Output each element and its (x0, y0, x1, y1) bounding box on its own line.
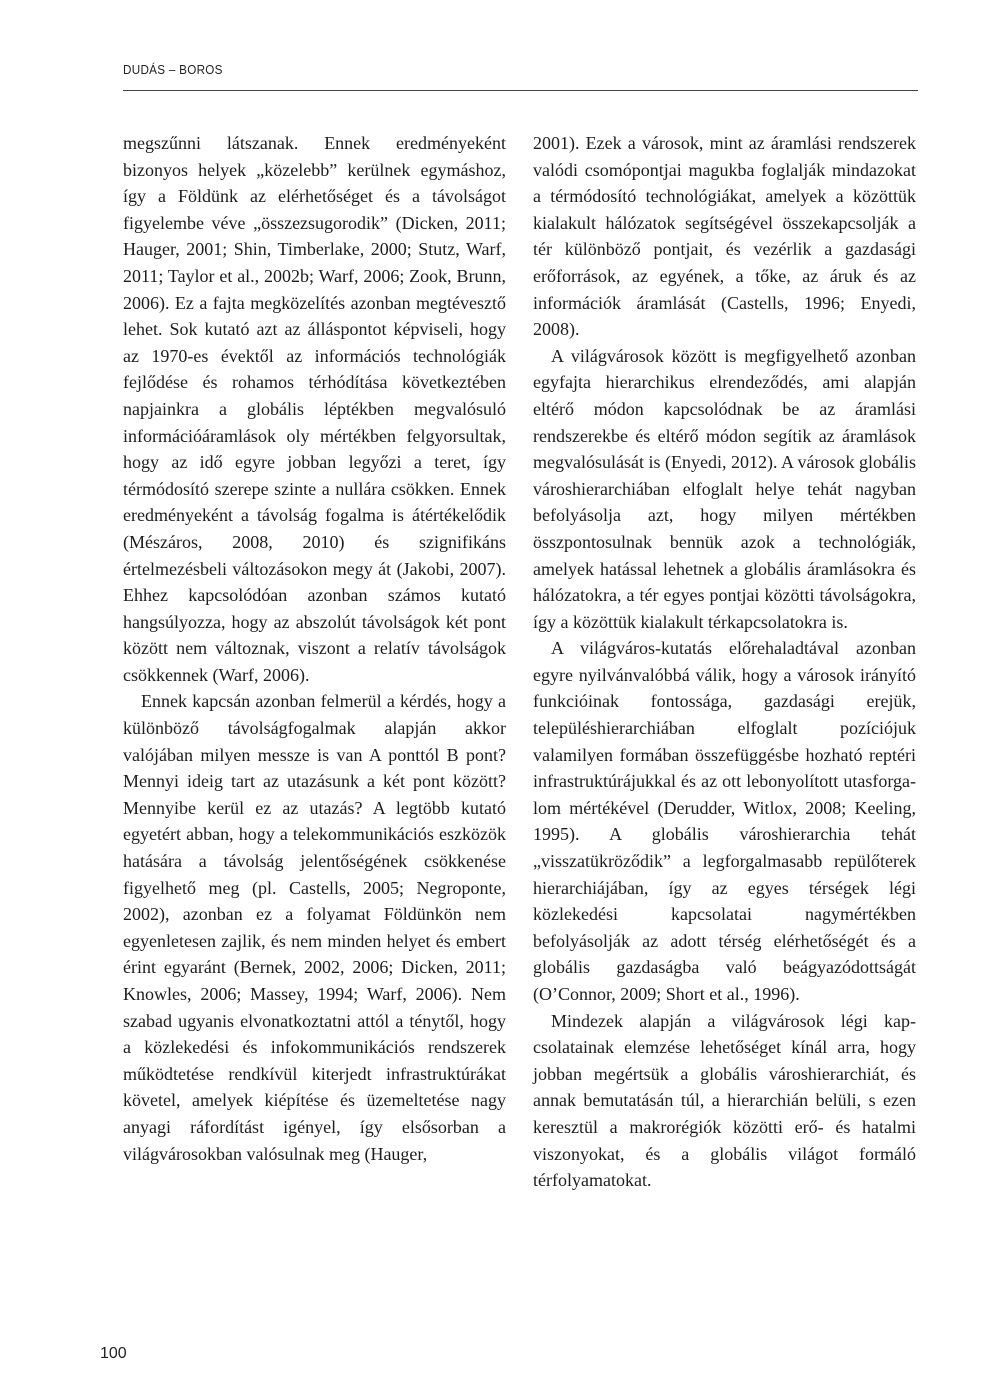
right-paragraph-2: A világvárosok között is megfigyelhető azonban egyfajta hierarchikus elrendeződés, ami alapján eltérő módon kapcsolódnak be az áramlási rendszerekbe és eltérő módon segítik az áramlások megvalósulását is (Enyedi, 2012). A városok globális városhierarchiában elfoglalt helye tehát nagyban befolyásolja azt, hogy milyen mértékben összpontosulnak bennük azok a technológiák, amelyek hatással lehetnek a globális áramlásokra és hálózatokra, a tér egyes pontjai közötti távolságokra, így a közöttük kialakult térkapcsolatokra is. (533, 345, 916, 632)
right-paragraph-3: A világváros-kutatás előrehaladtával azonban egyre nyilvánvalóbbá válik, hogy a városok irányító funkcióinak fontossága, gazdasági erejük, településhierarchiában elfoglalt pozíciójuk valamilyen formában összefüggésbe hozható reptéri infrastruktúrájukkal és az ott lebonyolított utasforgalom mértékével (Derudder, Witlox, 2008; Keeling, 1995). A globális városhierarchia tehát „visszatükröződik” a legforgalmasabb repülőterek hierarchiájában, így az egyes térségek légi közlekedési kapcsolatai nagymértékben befolyásolják az adott térség elérhetőségét és a globális gazdaságba való beágyazódottságát (O’Connor, 2009; Short et al., 1996). (533, 638, 916, 1004)
page-number: 100 (100, 1345, 127, 1362)
running-head: DUDÁS – BOROS (123, 62, 223, 77)
right-paragraph-1: 2001). Ezek a városok, mint az áramlási rendszerek valódi csomópontjai magukba foglalják mindazokat a térmódosító technológiákat, amelyek a közöttük kialakult hálózatok segítségével összekapcsolják a tér különböző pontjait, és vezérlik a gazdasági erőforrások, az egyének, a tőke, az áruk és az információk áramlását (Castells, 1996; Enyedi, 2008). (533, 133, 916, 340)
right-paragraph-4: Mindezek alapján a világvárosok légi kapcsolatainak elemzése lehetőséget kínál arra, hogy jobban megértsük a globális városhierarchiát, és annak bemutatásán túl, a hierarchián belüli, s ezen keresztül a makrorégiók közötti erő- és hatalmi viszonyokat, és a globális világot formáló térfolyamatokat. (533, 1010, 916, 1191)
left-paragraph-1: megszűnni látszanak. Ennek eredményeként bizonyos helyek „közelebb” kerülnek egymáshoz, így a Földünk az elérhetőséget és a távolságot figyelembe véve „összezsugorodik” (Dicken, 2011; Hauger, 2001; Shin, Timberlake, 2000; Stutz, Warf, 2011; Taylor et al., 2002b; Warf, 2006; Zook, Brunn, 2006). Ez a fajta megközelítés azonban megtévesztő lehet. Sok kutató azt az álláspontot képviseli, hogy az 1970-es évektől az információs technológiák fejlődése és rohamos térhódítása következtében napjainkra a globális léptékben megvalósuló információáramlások oly mértékben felgyorsultak, hogy az idő egyre jobban legyőzi a teret, így térmódosító szerepe szinte a nullára csökken. Ennek eredményeként a távolság fogalma is átértékelődik (Mészáros, 2008, 2010) és szignifikáns értelmezésbeli változásokon megy át (Jakobi, 2007). Ehhez kapcsolódóan azonban számos kutató hangsúlyozza, hogy az abszolút távolságok két pont között nem változnak, viszont a relatív távolságok csökkennek (Warf, 2006). (123, 133, 506, 685)
header-rule (123, 90, 918, 91)
left-column (123, 130, 506, 1167)
left-paragraph-2: Ennek kapcsán azonban felmerül a kérdés, hogy a különböző távolságfogalmak alapján akkor valójában milyen messze is van A ponttól B pont? Mennyi ideig tart az utazásunk a két pont között? Mennyibe kerül ez az utazás? A legtöbb kutató egyetért abban, hogy a telekommunikációs eszközök hatására a távolság jelentőségének csökkenése figyelhető meg (pl. Castells, 2005; Negroponte, 2002), azonban ez a folyamat Földünkön nem egyenletesen zajlik, és nem minden helyet és embert érint egyaránt (Bernek, 2002, 2006; Dicken, 2011; Knowles, 2006; Massey, 1994; Warf, 2006). Nem szabad ugyanis elvonatkoztatni attól a ténytől, hogy a közlekedési és infokommunikációs rendszerek működtetése rendkívül kiterjedt infrastruktúrákat követel, amelyek kiépítése és üzemeltetése nagy anyagi ráfordítást igényel, így elsősorban a világvárosokban valósulnak meg (Hauger, (123, 691, 506, 1164)
right-column (533, 130, 916, 1194)
